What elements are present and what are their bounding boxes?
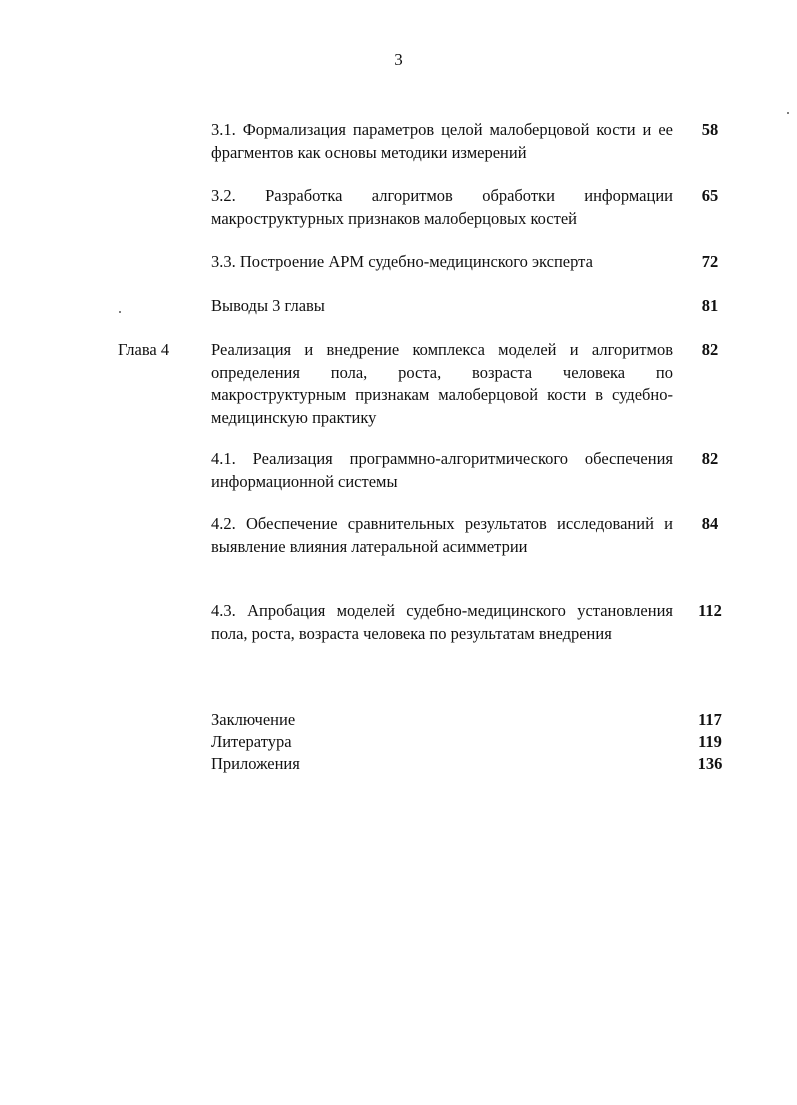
page-number: 3 <box>394 50 403 69</box>
toc-entry-text: Заключение <box>211 710 296 729</box>
toc-entry-text: Выводы 3 главы <box>211 296 325 315</box>
toc-entry-page: 112 <box>698 601 722 620</box>
toc-entry-text: 3.3. Построение АРМ судебно-медицинского эксперта <box>211 252 593 271</box>
toc-entry-page: 81 <box>701 296 719 315</box>
scan-speck <box>119 311 121 313</box>
toc-entry-text: Приложения <box>211 754 300 773</box>
toc-entry-page: 136 <box>697 754 723 773</box>
toc-entry-text: Реализация и внедрение комплекса моделей и алгоритмов определения пола, роста, возраста человека по макроструктурным признакам малоберцовой кости в судебно-медицинскую практику <box>211 340 673 427</box>
toc-entry-page: 65 <box>701 186 719 205</box>
toc-entry-page: 72 <box>701 252 719 271</box>
toc-entry-page: 82 <box>701 340 719 359</box>
toc-entry-text: 4.2. Обеспечение сравнительных результатов исследований и выявление влияния латеральной асимметрии <box>211 514 673 556</box>
toc-entry-text: 3.1. Формализация параметров целой малоберцовой кости и ее фрагментов как основы методики измерений <box>211 120 673 162</box>
scan-speck <box>787 112 789 114</box>
toc-entry-text: 4.3. Апробация моделей судебно-медицинского установления пола, роста, возраста человека по результатам внедрения <box>211 601 673 643</box>
toc-entry-page: 117 <box>698 710 722 729</box>
toc-entry-text: 4.1. Реализация программно-алгоритмического обеспечения информационной системы <box>211 449 673 491</box>
toc-entry-text: 3.2. Разработка алгоритмов обработки информации макроструктурных признаков малоберцовых костей <box>211 186 673 228</box>
toc-entry-page: 82 <box>701 449 719 468</box>
toc-entry-text: Литература <box>211 732 292 751</box>
toc-entry-page: 84 <box>701 514 719 533</box>
toc-entry-page: 119 <box>698 732 722 751</box>
toc-entry-page: 58 <box>701 120 719 139</box>
toc-chapter-label: Глава 4 <box>118 340 170 359</box>
